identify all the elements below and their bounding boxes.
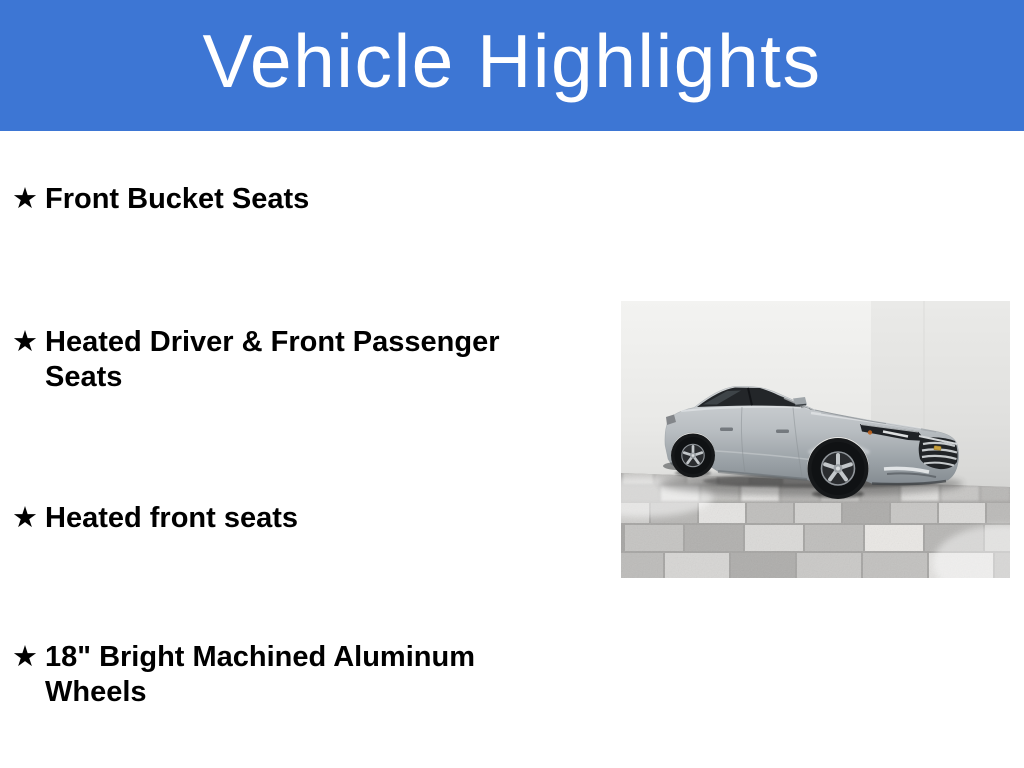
car-rear-wheel (671, 434, 715, 478)
star-bullet-icon: ★ (12, 326, 38, 358)
car-front-wheel (808, 438, 869, 499)
vehicle-photo-illustration (621, 301, 1010, 578)
highlight-item (12, 325, 545, 395)
star-bullet-icon: ★ (12, 183, 38, 215)
highlight-item (12, 501, 545, 536)
highlight-text: Heated front seats (45, 502, 299, 534)
page-title: Vehicle Highlights (202, 19, 822, 103)
highlight-item (12, 182, 545, 217)
vehicle-photo (621, 301, 1010, 578)
highlight-item (12, 640, 545, 710)
highlight-text: Front Bucket Seats (45, 183, 310, 215)
star-bullet-icon: ★ (12, 502, 38, 534)
highlight-text: 18" Bright Machined Aluminum Wheels (45, 641, 475, 708)
slide-header (0, 0, 1024, 131)
highlight-text: Heated Driver & Front Passenger Seats (45, 326, 500, 393)
car-grille (919, 436, 958, 469)
bowtie-emblem (934, 446, 941, 451)
star-bullet-icon: ★ (12, 641, 38, 673)
